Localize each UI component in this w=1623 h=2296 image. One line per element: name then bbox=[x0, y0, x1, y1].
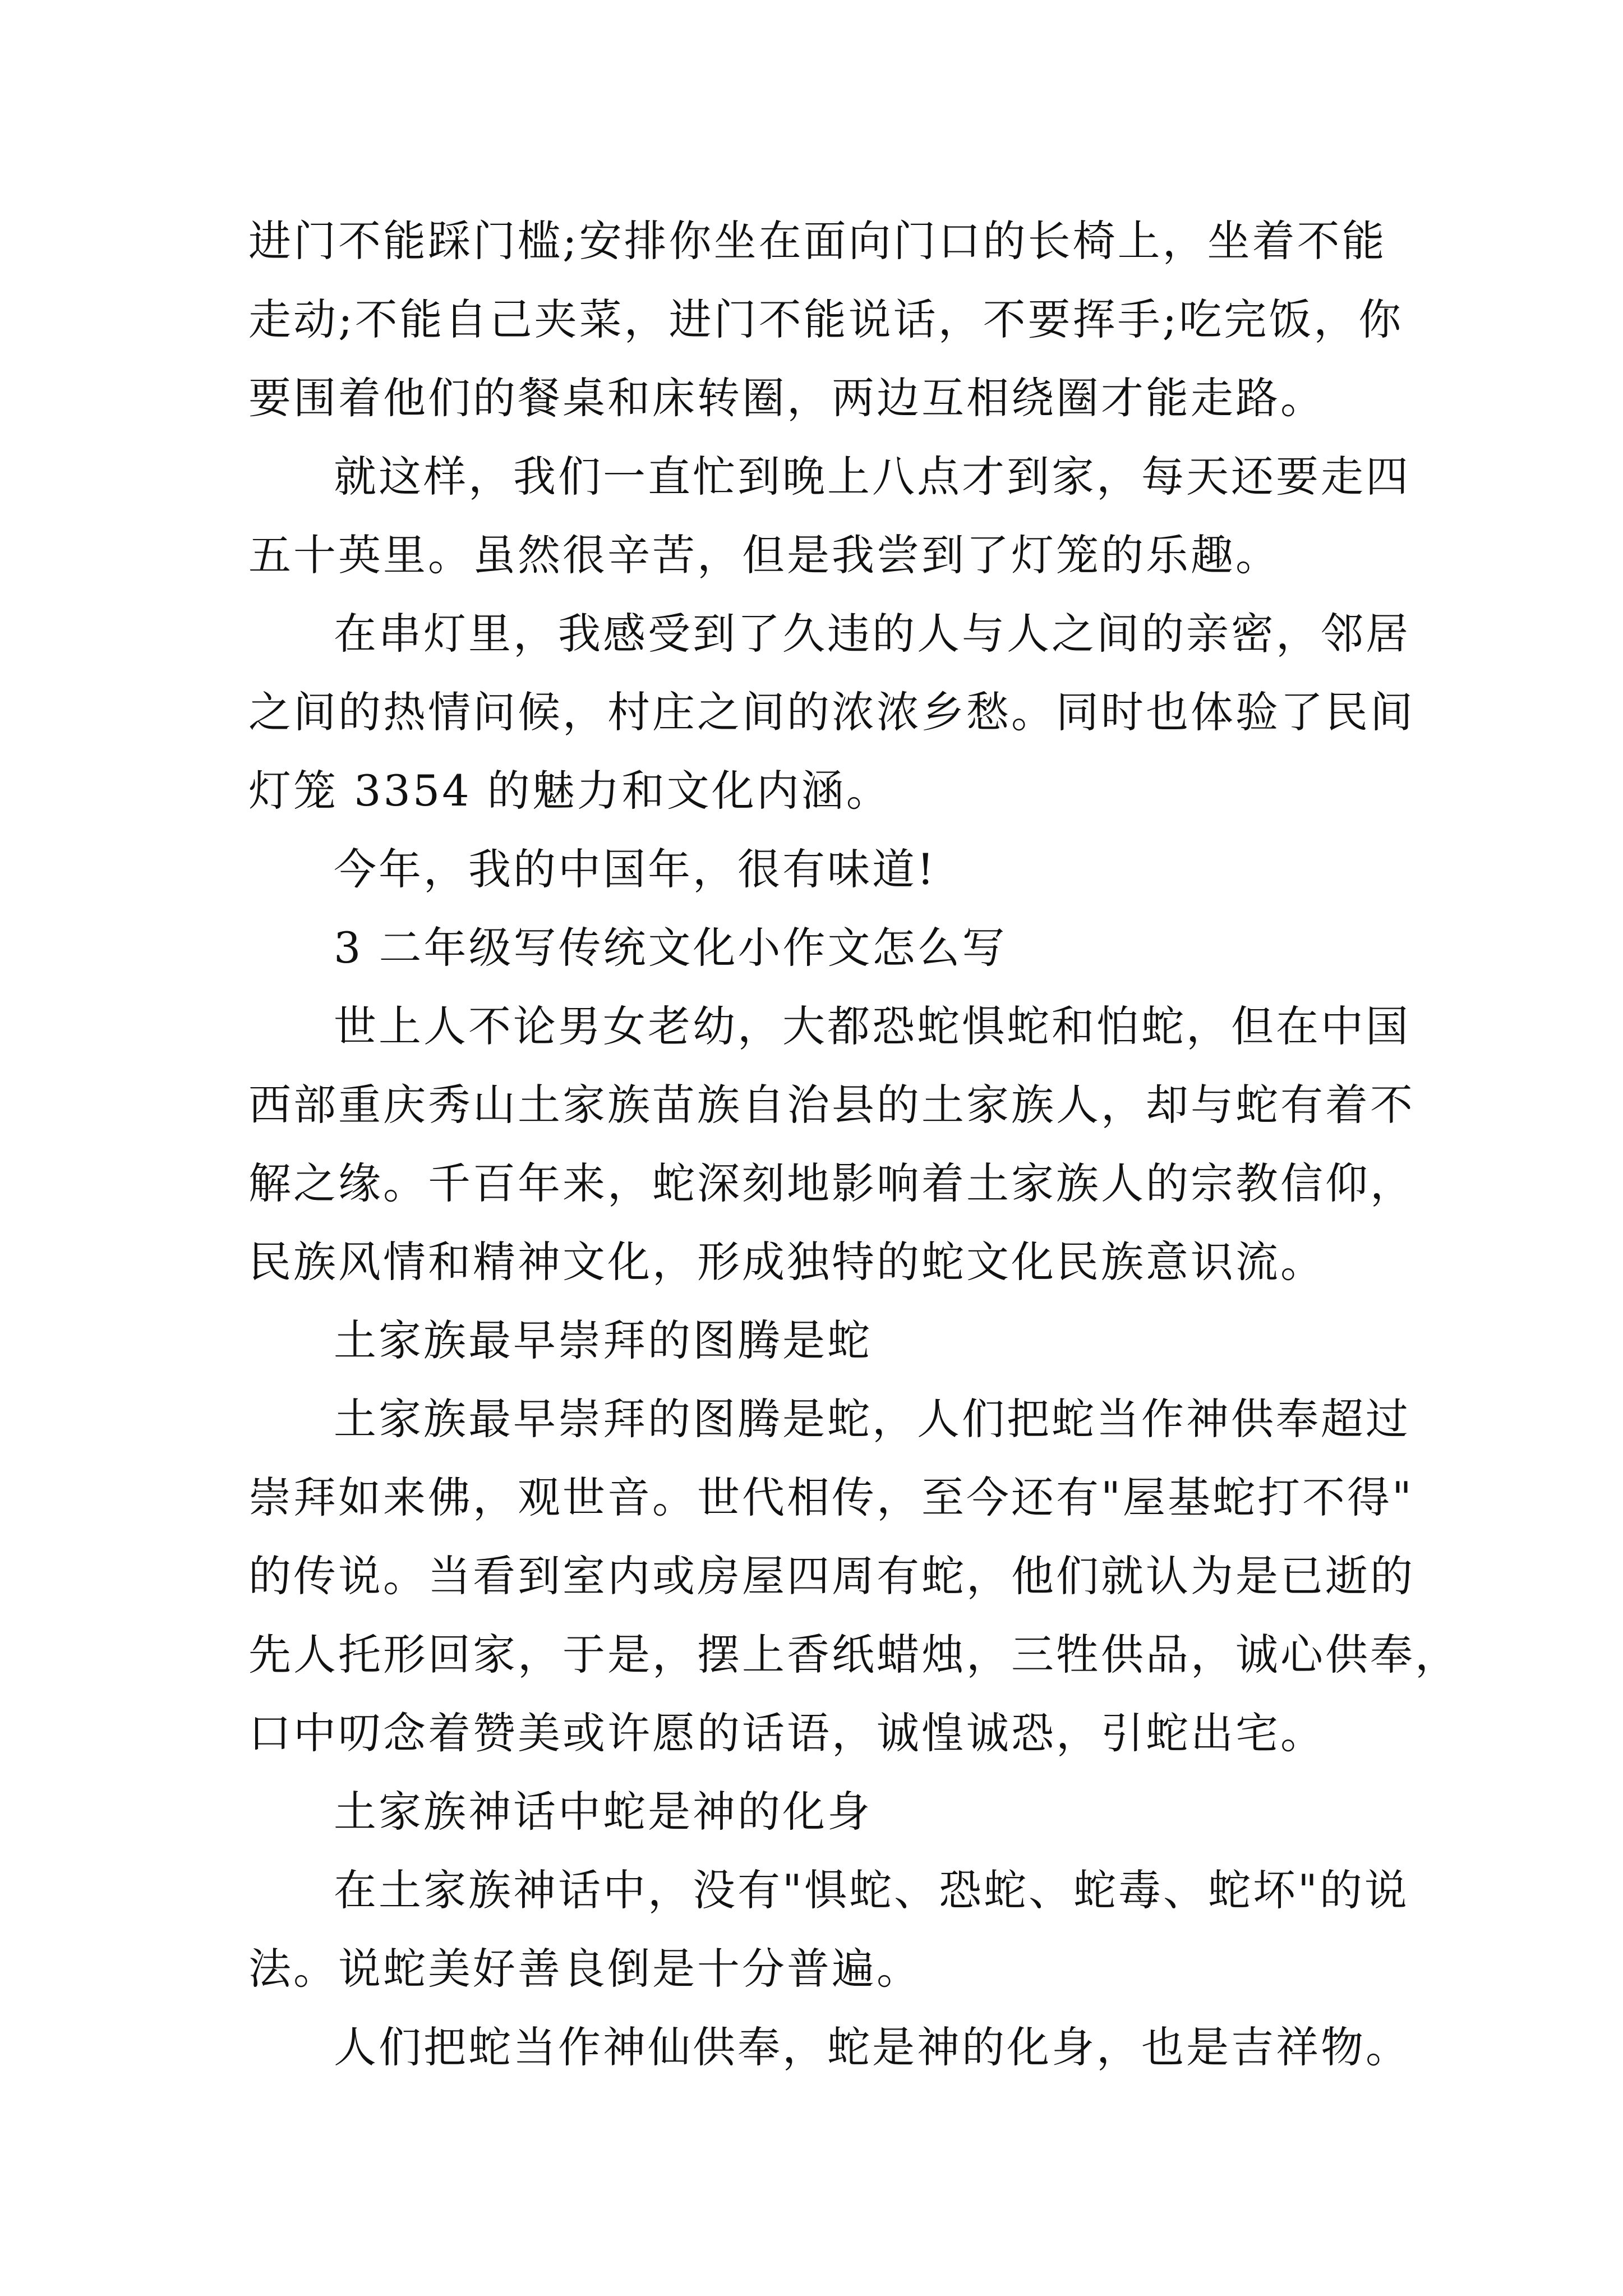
text-line: 要围着他们的餐桌和床转圈，两边互相绕圈才能走路。 bbox=[248, 373, 1325, 423]
text-line: 西部重庆秀山土家族苗族自治县的土家族人，却与蛇有着不 bbox=[248, 1080, 1415, 1130]
text-line: 崇拜如来佛，观世音。世代相传，至今还有"屋基蛇打不得" bbox=[248, 1473, 1414, 1522]
body-text bbox=[248, 202, 1460, 2087]
paragraph-start-line: 在串灯里，我感受到了久违的人与人之间的亲密，邻居 bbox=[334, 609, 1410, 659]
paragraph-start-line: 世上人不论男女老幼，大都恐蛇惧蛇和怕蛇，但在中国 bbox=[334, 1001, 1410, 1051]
subheading: 土家族神话中蛇是神的化身 bbox=[334, 1787, 872, 1837]
text-line: 口中叨念着赞美或许愿的话语，诚惶诚恐，引蛇出宅。 bbox=[248, 1708, 1325, 1758]
text-line: 解之缘。千百年来，蛇深刻地影响着土家族人的宗教信仰， bbox=[248, 1158, 1415, 1208]
paragraph-start-line: 在土家族神话中，没有"惧蛇、恐蛇、蛇毒、蛇坏"的说 bbox=[334, 1865, 1409, 1915]
text-line: 法。说蛇美好善良倒是十分普遍。 bbox=[248, 1944, 921, 1994]
text-line: 走动;不能自己夹菜，进门不能说话，不要挥手;吃完饭，你 bbox=[248, 295, 1404, 344]
text-line: 进门不能踩门槛;安排你坐在面向门口的长椅上，坐着不能 bbox=[248, 216, 1387, 266]
text-line: 之间的热情问候，村庄之间的浓浓乡愁。同时也体验了民间 bbox=[248, 687, 1415, 737]
paragraph-start-line: 今年，我的中国年，很有味道! bbox=[334, 844, 937, 894]
subheading: 土家族最早崇拜的图腾是蛇 bbox=[334, 1315, 872, 1365]
text-line: 五十英里。虽然很辛苦，但是我尝到了灯笼的乐趣。 bbox=[248, 530, 1280, 580]
paragraph-start-line: 就这样，我们一直忙到晚上八点才到家，每天还要走四 bbox=[334, 452, 1410, 501]
paragraph-start-line: 人们把蛇当作神仙供奉，蛇是神的化身，也是吉祥物。 bbox=[334, 2022, 1410, 2072]
text-line: 先人托形回家，于是，摆上香纸蜡烛，三牲供品，诚心供奉， bbox=[248, 1630, 1460, 1680]
text-line: 民族风情和精神文化，形成独特的蛇文化民族意识流。 bbox=[248, 1237, 1325, 1287]
text-line: 的传说。当看到室内或房屋四周有蛇，他们就认为是已逝的 bbox=[248, 1551, 1415, 1601]
paragraph-start-line: 土家族最早崇拜的图腾是蛇，人们把蛇当作神供奉超过 bbox=[334, 1394, 1410, 1444]
text-line: 灯笼 3354 的魅力和文化内涵。 bbox=[248, 766, 891, 816]
section-heading: 3 二年级写传统文化小作文怎么写 bbox=[334, 923, 1007, 973]
